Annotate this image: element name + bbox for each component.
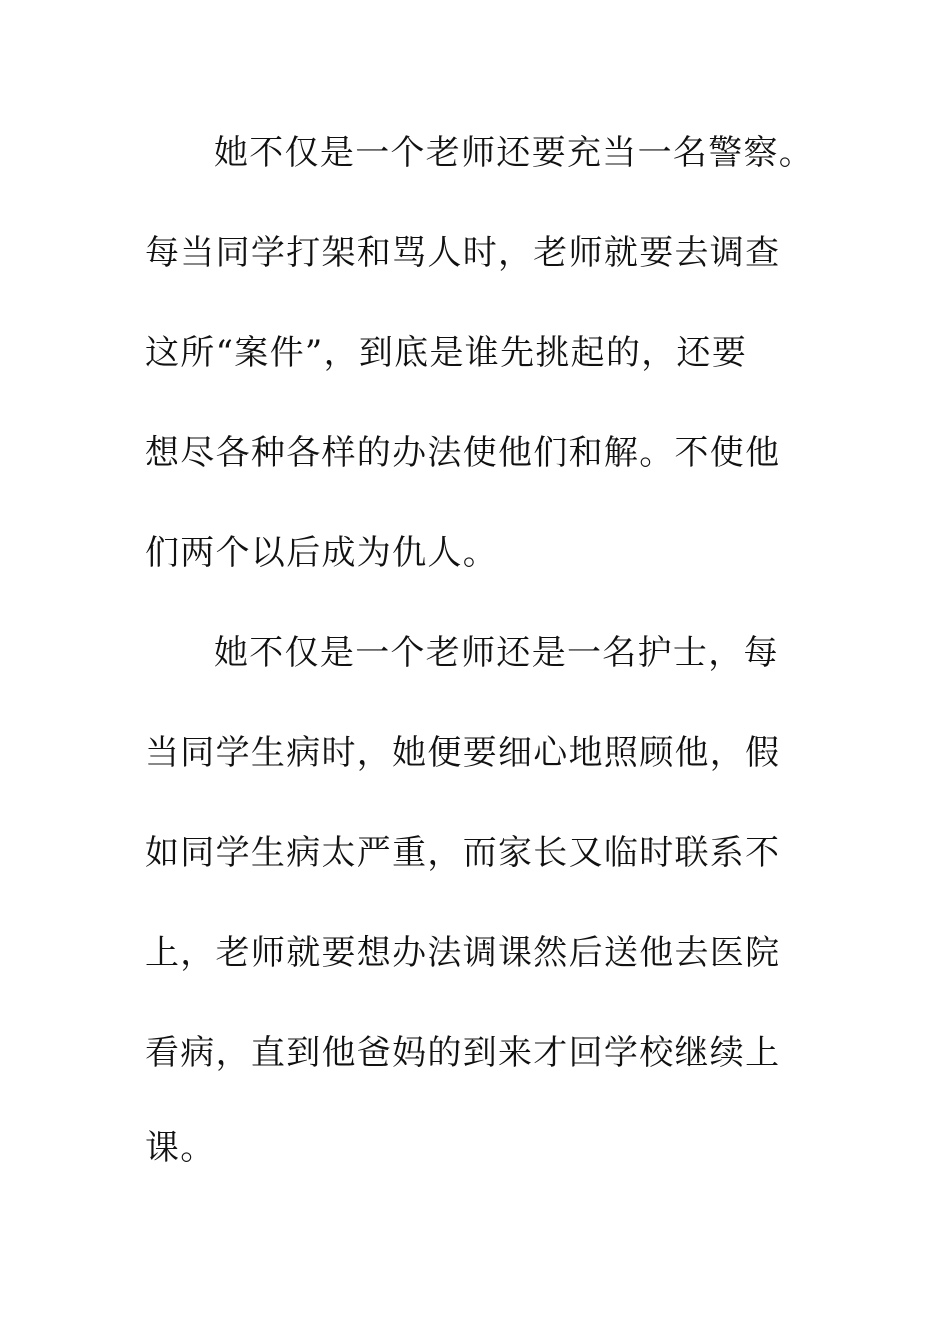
text-line: 如同学生病太严重，而家长又临时联系不 xyxy=(145,833,781,873)
text-line: 看病，直到他爸妈的到来才回学校继续上 xyxy=(145,1033,781,1073)
text-line: 这所“案件”，到底是谁先挑起的，还要 xyxy=(145,333,748,373)
text-line: 当同学生病时，她便要细心地照顾他，假 xyxy=(145,733,781,773)
text-line: 上，老师就要想办法调课然后送他去医院 xyxy=(145,933,781,973)
text-line: 每当同学打架和骂人时，老师就要去调查 xyxy=(145,233,781,273)
text-line: 们两个以后成为仇人。 xyxy=(145,533,498,573)
text-line: 她不仅是一个老师还要充当一名警察。 xyxy=(214,133,815,173)
text-line: 她不仅是一个老师还是一名护士，每 xyxy=(214,633,779,673)
text-line: 想尽各种各样的办法使他们和解。不使他 xyxy=(145,433,781,473)
text-line: 课。 xyxy=(145,1128,216,1168)
